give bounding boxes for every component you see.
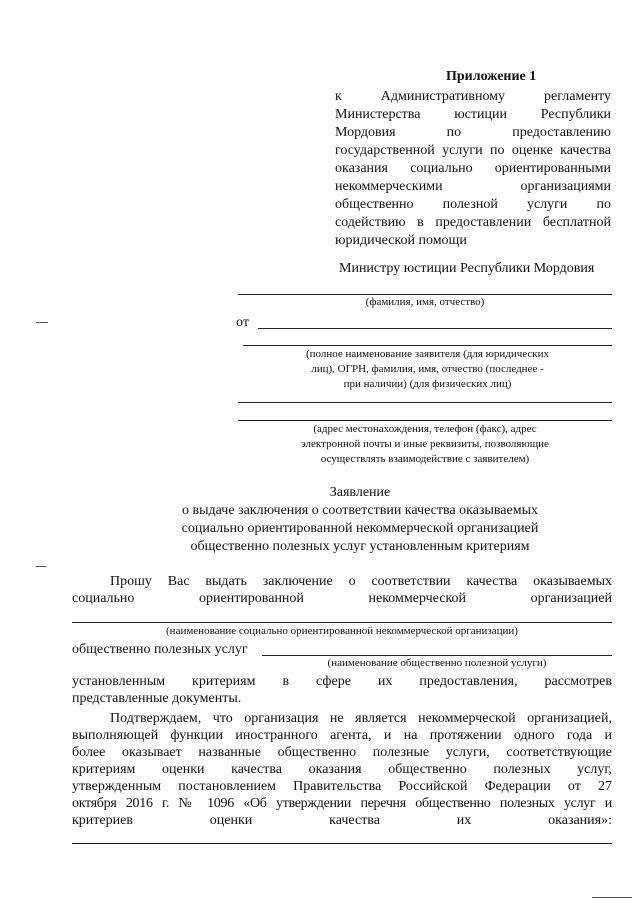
address-hint (238, 422, 612, 467)
body-line: установленным критериям в сфере их предоставления, рассмотрев (72, 674, 612, 689)
body-line: Подтверждаем, что организация не является некоммерческой организацией, (110, 711, 612, 726)
body-line: утвержденным постановлением Правительства Российской Федерации от 27 (72, 779, 612, 794)
appendix-line: оказания социально ориентированными (335, 161, 611, 176)
appendix-line: Министерства юстиции Республики (335, 107, 611, 122)
statement-heading (150, 484, 570, 556)
address-fill-line-2[interactable] (238, 420, 612, 421)
body-line: Прошу Вас выдать заключение о соответствии качества оказываемых (110, 574, 612, 589)
body-line: выполняющей функции иностранного агента, и на протяжении одного года и (72, 728, 612, 743)
services-label: общественно полезных услуг (72, 642, 248, 657)
statement-subtitle-line: социально ориентированной некоммерческой организацией (181, 521, 539, 536)
applicant-hint-line: при наличии) (для физических лиц) (343, 378, 512, 390)
scan-mark-left-1 (36, 322, 48, 323)
statement-title: Заявление (329, 485, 391, 500)
applicant-fill-line-1[interactable] (258, 328, 612, 329)
scan-mark-left-2 (36, 566, 46, 567)
body-line: социально ориентированной некоммерческой организацией (72, 591, 612, 606)
address-hint-line: осуществлять взаимодействие с заявителем) (320, 453, 530, 465)
appendix-line: общественно полезной услуги по (335, 197, 611, 212)
appendix-regulation-block (335, 88, 611, 250)
address-hint-line: (адрес местонахождения, телефон (факс), адрес (313, 423, 537, 435)
scan-mark-bottom-right (592, 897, 632, 898)
body-line: октября 2016 г. № 1096 «Об утверждении перечня общественно полезных услуг и (72, 796, 612, 811)
appendix-line: к Административному регламенту (335, 89, 611, 104)
appendix-line: юридической помощи (335, 233, 467, 248)
applicant-hint (243, 347, 612, 392)
from-label: от (236, 315, 249, 330)
body-line: представленные документы. (72, 691, 242, 706)
body-line: более оказывает названные общественно полезные услуги, соответствующие (72, 745, 612, 760)
statement-subtitle-line: о выдаче заключения о соответствии качества оказываемых (182, 503, 538, 518)
appendix-line: содействию в предоставлении бесплатной (335, 215, 611, 230)
org-name-hint: (наименование социально ориентированной некоммерческой организации) (166, 625, 518, 637)
body-line: критериям оценки качества оказания общественно полезных услуг, (72, 762, 612, 777)
applicant-hint-line: (полное наименование заявителя (для юридических (305, 348, 550, 360)
body-line: критериев оценки качества их оказания»: (72, 813, 612, 828)
address-fill-line-1[interactable] (238, 402, 612, 403)
fio-hint: (фамилия, имя, отчество) (365, 296, 485, 308)
appendix-title: Приложение 1 (446, 69, 537, 84)
applicant-fill-line-2[interactable] (243, 345, 612, 346)
statement-subtitle-line: общественно полезных услуг установленным критериям (190, 539, 530, 554)
service-name-hint: (наименование общественно полезной услуги) (327, 657, 547, 669)
applicant-hint-line: лиц), ОГРН, фамилия, имя, отчество (последнее - (311, 363, 544, 375)
criteria-fill-line[interactable] (72, 843, 612, 844)
addressee-minister: Министру юстиции Республики Мордовия (339, 261, 595, 276)
org-name-fill-line[interactable] (72, 622, 612, 623)
appendix-line: некоммерческими организациями (335, 179, 611, 194)
appendix-line: Мордовия по предоставлению (335, 125, 611, 140)
address-hint-line: электронной почты и иные реквизиты, позволяющие (301, 438, 549, 450)
appendix-line: государственной услуги по оценке качества (335, 143, 611, 158)
